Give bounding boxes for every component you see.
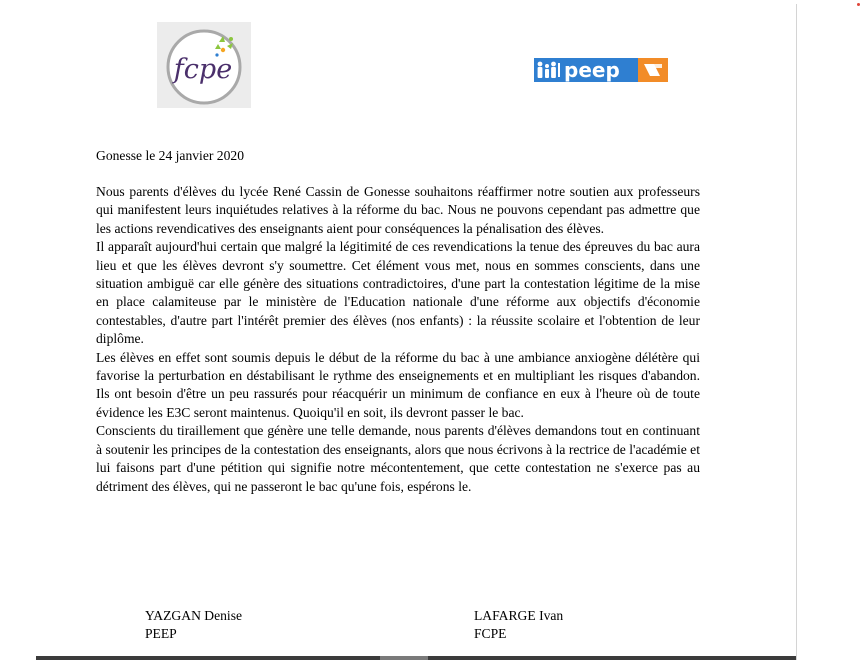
- letter-paragraph: Il apparaît aujourd'hui certain que malgré la légitimité de ces revendications la tenue des épreuves du bac aura lieu et que les élèves devront s'y soumettre. Cet élément vous met, nous en sommes conscients, dans une situation ambiguë car elle génère des situations contradictoires, d'une part la contestation légitime de la mise en place calamiteuse par le ministère de l'Education nationale d'une réforme aux objectifs d'économie contestables, d'autre part l'intérêt premier des élèves (nos enfants) : la réussite scolaire et l'obtention de leur diplôme.: [96, 239, 700, 347]
- signature-left: [145, 607, 242, 642]
- fcpe-logo-icon: [157, 22, 251, 108]
- bottom-scrollbar[interactable]: [36, 656, 796, 660]
- letter-paragraph: Nous parents d'élèves du lycée René Cassin de Gonesse souhaitons réaffirmer notre soutien aux professeurs qui manifestent leurs inquiétudes relatives à la réforme du bac. Nous ne pouvons cependant pas admettre que les actions revendicatives des enseignants aient pour conséquences la pénalisation des élèves.: [96, 184, 700, 236]
- corner-marker: [857, 3, 860, 6]
- signature-org: PEEP: [145, 625, 177, 641]
- scrollbar-thumb[interactable]: [380, 656, 428, 660]
- peep-logo: [534, 58, 668, 82]
- page-edge-divider: [796, 4, 797, 660]
- peep-logo-icon: [534, 58, 668, 82]
- letter-paragraph: Les élèves en effet sont soumis depuis le début de la réforme du bac à une ambiance anxiogène délétère qui favorise la perturbation en déstabilisant le rythme des enseignements et en multipliant les risques d'abandon. Ils ont besoin d'être un peu rassurés pour réacquérir un minimum de confiance en eux à l'heure où de toute évidence les E3C seront maintenus. Quoiqu'il en soit, ils devront passer le bac.: [96, 349, 700, 420]
- signature-org: FCPE: [474, 625, 507, 641]
- letter-body: [96, 183, 700, 496]
- fcpe-logo-text: fcpe: [173, 54, 233, 85]
- letter-paragraph: Conscients du tiraillement que génère une telle demande, nous parents d'élèves demandons tout en continuant à soutenir les principes de la contestation des enseignants, alors que nous écrivons à la rectrice de l'académie et lui faisons part d'une pétition qui signifie notre mécontentement, que cette contestation ne s'exerce pas au détriment des élèves, qui ne passeront le bac qu'une fois, espérons le.: [96, 423, 700, 494]
- fcpe-logo: [157, 22, 251, 108]
- peep-logo-text: peep: [564, 58, 620, 82]
- signature-name: YAZGAN Denise: [145, 608, 243, 623]
- signature-right: [474, 607, 563, 642]
- signature-name: LAFARGE Ivan: [474, 608, 564, 623]
- letter-date: Gonesse le 24 janvier 2020: [96, 148, 244, 163]
